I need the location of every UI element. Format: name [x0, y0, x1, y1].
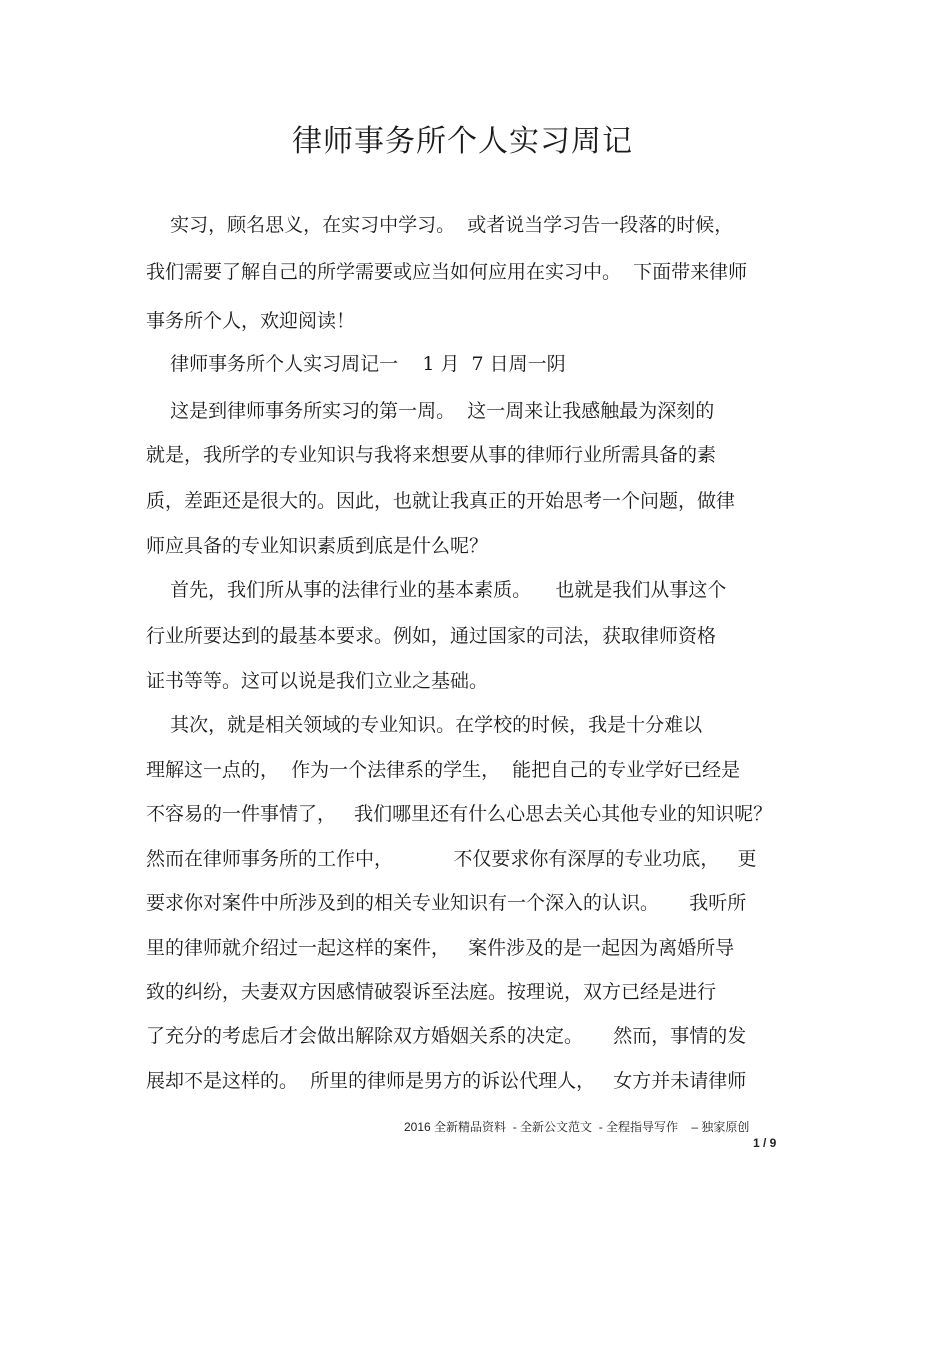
body-line: 了充分的考虑后才会做出解除双方婚姻关系的决定。 然而，事情的发 [146, 1025, 747, 1047]
body-line: 质，差距还是很大的。因此，也就让我真正的开始思考一个问题，做律 [146, 490, 736, 512]
document-title: 律师事务所个人实习周记 [292, 124, 633, 159]
body-line: 首先，我们所从事的法律行业的基本素质。 也就是我们从事这个 [146, 579, 727, 601]
footer-note: 2016 全新精品资料 - 全新公文范文 - 全程指导写作 – 独家原创 [404, 1120, 750, 1134]
page-number: 1 / 9 [753, 1136, 777, 1150]
body-line: 然而在律师事务所的工作中， 不仅要求你有深厚的专业功底， 更 [146, 848, 757, 870]
body-line: 实习，顾名思义，在实习中学习。 或者说当学习告一段落的时候， [146, 214, 734, 236]
body-line: 理解这一点的， 作为一个法律系的学生， 能把自己的专业学好已经是 [146, 759, 741, 781]
body-line: 其次，就是相关领域的专业知识。在学校的时候，我是十分难以 [146, 714, 703, 736]
body-line: 行业所要达到的最基本要求。例如，通过国家的司法，获取律师资格 [146, 625, 717, 647]
body-line: 律师事务所个人实习周记一 1 月 7 日周一阴 [146, 353, 566, 375]
body-line: 要求你对案件中所涉及到的相关专业知识有一个深入的认识。 我听所 [146, 892, 747, 914]
body-line: 事务所个人，欢迎阅读！ [146, 310, 356, 332]
body-line: 致的纠纷，夫妻双方因感情破裂诉至法庭。按理说，双方已经是进行 [146, 981, 717, 1003]
body-line: 展却不是这样的。 所里的律师是男方的诉讼代理人， 女方并未请律师 [146, 1070, 747, 1092]
body-line: 不容易的一件事情了， 我们哪里还有什么心思去关心其他专业的知识呢？ [146, 803, 773, 825]
body-line: 里的律师就介绍过一起这样的案件， 案件涉及的是一起因为离婚所导 [146, 937, 735, 959]
body-line: 师应具备的专业知识素质到底是什么呢？ [146, 535, 489, 557]
body-line: 这是到律师事务所实习的第一周。 这一周来让我感触最为深刻的 [146, 400, 715, 422]
body-line: 证书等等。这可以说是我们立业之基础。 [146, 670, 489, 692]
body-line: 就是，我所学的专业知识与我将来想要从事的律师行业所需具备的素 [146, 444, 717, 466]
body-line: 我们需要了解自己的所学需要或应当如何应用在实习中。 下面带来律师 [146, 261, 748, 283]
